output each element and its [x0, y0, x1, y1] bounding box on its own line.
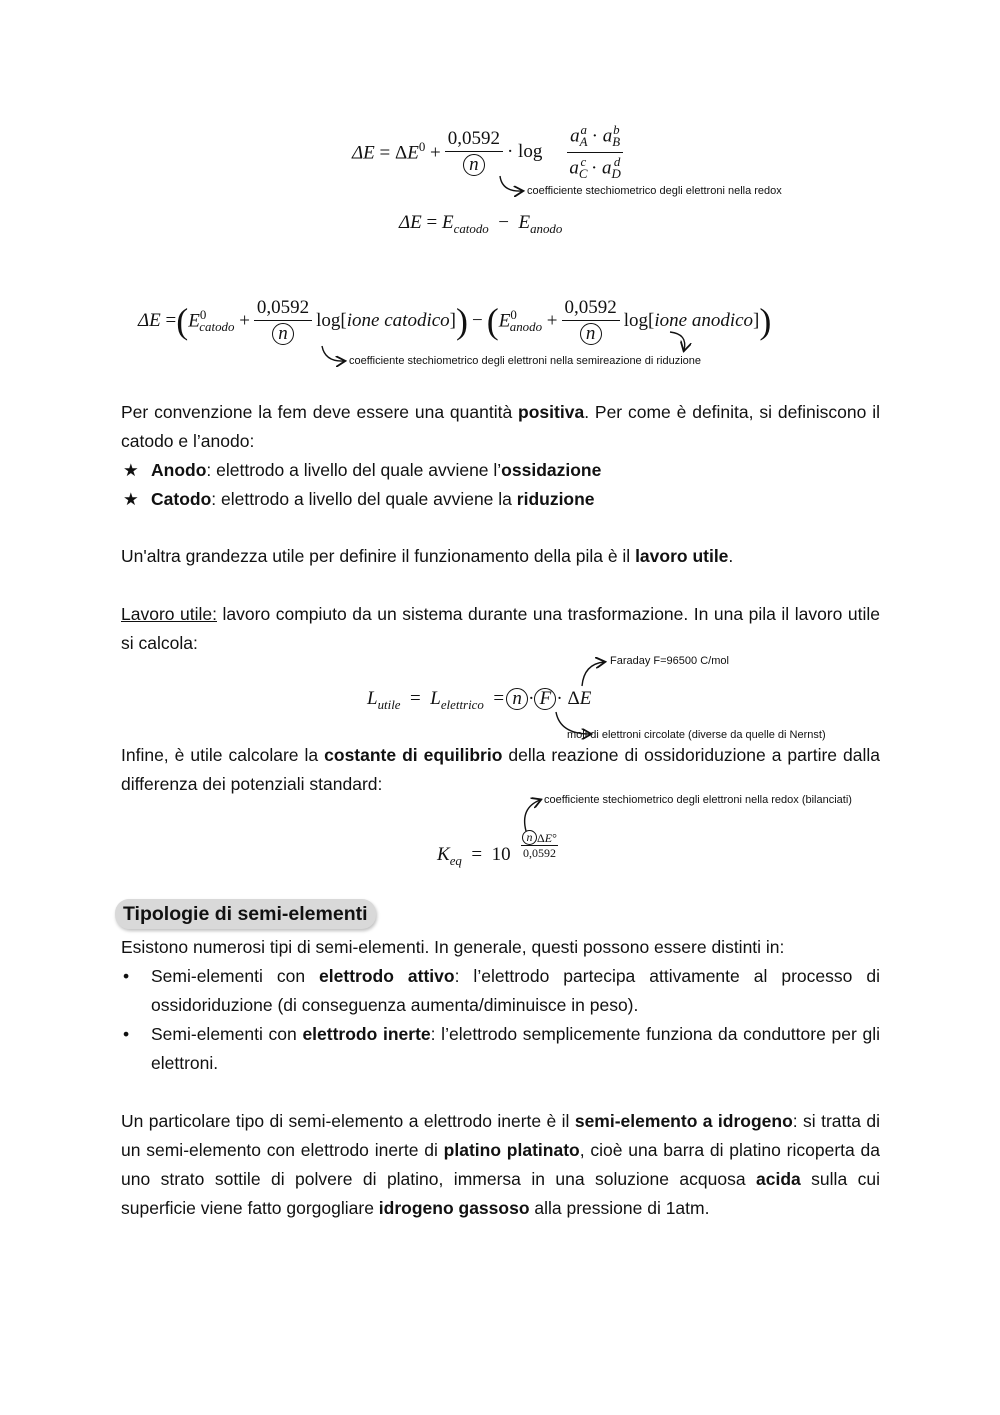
nernst-log: · log — [506, 141, 543, 162]
paragraph-idrogeno: Un particolare tipo di semi-elemento a elettrodo inerte è il semi-elemento a idrogeno: si tratta di un semi-elemento con elettrodo inerte di platino platinato, cioè una barra di platino ricoperta da uno strato sottile di polvere di platino, immersa in una soluzione acquosa acida sulla cui superficie viene fatto gorgogliare idrogeno gassoso alla pressione di 1atm. — [121, 1111, 880, 1218]
bullet-icon: • — [123, 1024, 130, 1044]
circled-n-lavoro: n — [506, 688, 528, 710]
nernst-frac-num: 0,0592 — [445, 128, 503, 153]
star-icon: ★ — [123, 460, 139, 480]
lavoro-equation: $L_{utile} = L_{elettrico} = n \cdot F \cdot \Delta E$ — [367, 688, 592, 712]
keq-note: coefficiente stechiometrico degli elettroni nella redox (bilanciati) — [544, 794, 852, 806]
nernst-fraction — [445, 128, 503, 177]
activity-numerator: $a_A^a \cdot a_B^b$ — [567, 123, 623, 153]
circled-f: F — [534, 688, 556, 710]
cathode-log-term: log[ione catodico] — [316, 310, 456, 331]
circled-n-keq: n — [522, 830, 537, 845]
nernst-expanded-equation: ΔE = ( $E^0_{catodo}$ + $\frac{0,0592}{n}$ log[ione catodico] ) − ( $E^0_{anodo}$ + $\frac{0,0592}{n}$ log[ione anodico] ) — [138, 296, 772, 345]
faraday-note: Faraday F=96500 C/mol — [610, 655, 729, 667]
section-heading: Tipologie di semi-elementi — [115, 899, 376, 929]
paragraph-convention: Per convenzione la fem deve essere una quantità positiva. Per come è definita, si definiscono il catodo e l’anodo: ★ Anodo: elettrodo a livello del quale avviene l’ossidazione ★ Catodo: elettrodo a livello del quale avviene la riduzione — [121, 398, 880, 514]
semi-element-list — [121, 962, 880, 1078]
paragraph-tipologie: Esistono numerosi tipi di semi-elementi. In generale, questi possono essere distinti in: • Semi-elementi con elettrodo attivo: l’elettrodo partecipa attivamente al processo di ossidoriduzione (di conseguenza aumenta/diminuisce in peso). • Semi-elementi con elettrodo inerte: l’elettrodo semplicemente funziona da conduttore per gli elettroni. — [121, 933, 880, 1078]
nernst-equation — [352, 122, 627, 182]
moli-note: moli di elettroni circolate (diverse da quelle di Nernst) — [567, 729, 826, 741]
delta-e-definition: $\Delta E = E_{catodo} - E_{anodo}$ — [399, 212, 563, 236]
electrode-list — [121, 456, 880, 514]
list-item-anodo: ★ Anodo: elettrodo a livello del quale avviene l’ossidazione — [121, 456, 880, 485]
star-icon: ★ — [123, 489, 139, 509]
cathode-frac-num: 0,0592 — [254, 297, 312, 322]
list-item-catodo: ★ Catodo: elettrodo a livello del quale avviene la riduzione — [121, 485, 880, 514]
activity-ratio — [566, 123, 623, 182]
anode-frac-num: 0,0592 — [562, 297, 620, 322]
activity-denominator: $a_C^c \cdot a_D^d$ — [569, 153, 621, 181]
bullet-icon: • — [123, 966, 130, 986]
paragraph-keq: Infine, è utile calcolare la costante di equilibrio della reazione di ossidoriduzione a partire dalla differenza dei potenziali standard: — [121, 745, 880, 794]
arrow-keq — [525, 800, 540, 831]
nernst-note: coefficiente stechiometrico degli elettroni nella redox — [527, 185, 782, 197]
anode-log-term: log[ione anodico] — [623, 310, 760, 331]
keq-base: 10 — [491, 844, 511, 865]
keq-exp-den: 0,0592 — [522, 846, 556, 860]
arrow-faraday — [582, 662, 604, 686]
nernst-expanded-note: coefficiente stechiometrico degli elettroni nella semireazione di riduzione — [349, 355, 701, 367]
circled-n-anode: n — [580, 323, 602, 345]
nernst-lhs: $\Delta E = \Delta E^0$ + — [352, 139, 441, 164]
circled-n-cathode: n — [272, 323, 294, 345]
paragraph-lavoro-intro: Un'altra grandezza utile per definire il funzionamento della pila è il lavoro utile. — [121, 546, 734, 566]
paragraph-lavoro-utile: Lavoro utile: lavoro compiuto da un sistema durante una trasformazione. In una pila il lavoro utile si calcola: — [121, 604, 880, 653]
circled-n: n — [463, 154, 485, 176]
list-item-attivo: • Semi-elementi con elettrodo attivo: l’elettrodo partecipa attivamente al processo di ossidoriduzione (di conseguenza aumenta/diminuisce in peso). — [121, 962, 880, 1020]
list-item-inerte: • Semi-elementi con elettrodo inerte: l’elettrodo semplicemente funziona da conduttore per gli elettroni. — [121, 1020, 880, 1078]
